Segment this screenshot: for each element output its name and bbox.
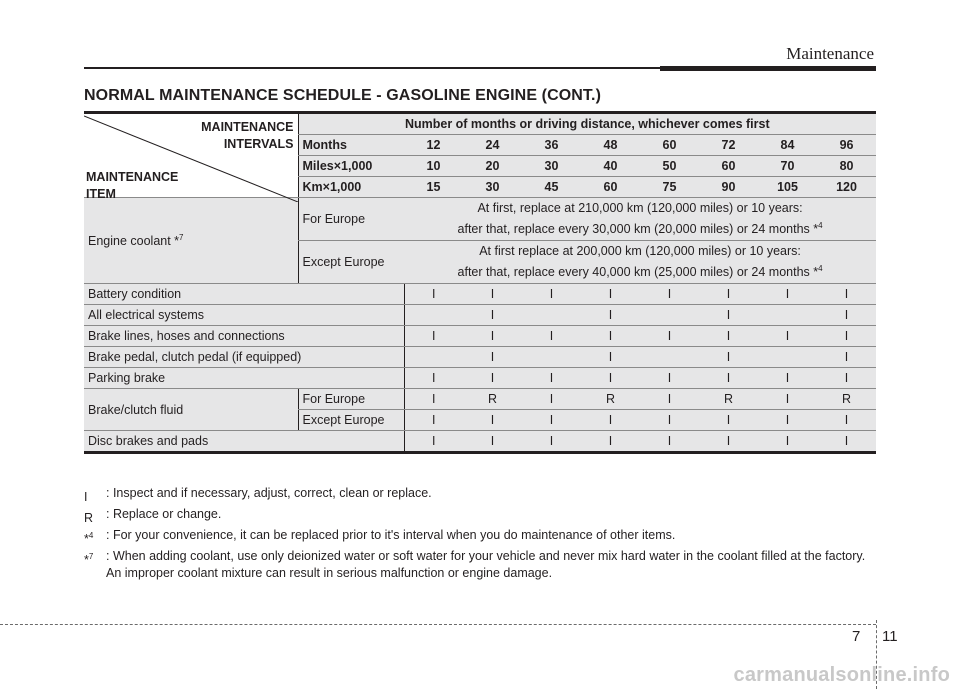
note-mark: R	[84, 511, 94, 526]
schedule-mark	[640, 347, 699, 368]
schedule-mark: I	[581, 284, 640, 305]
interval-value: 80	[817, 156, 876, 177]
schedule-mark: R	[817, 389, 876, 410]
footer-rule	[0, 624, 876, 625]
item-label: Brake/clutch fluid	[84, 389, 298, 431]
schedule-mark: I	[758, 284, 817, 305]
schedule-mark: I	[404, 284, 463, 305]
schedule-mark: I	[699, 305, 758, 326]
interval-value: 30	[463, 177, 522, 198]
header-bar	[660, 66, 876, 71]
watermark: carmanualsonline.info	[733, 664, 950, 686]
schedule-mark: I	[817, 368, 876, 389]
interval-value: 120	[817, 177, 876, 198]
note-text: : Replace or change.	[106, 507, 222, 521]
coolant-row-europe	[84, 198, 876, 241]
schedule-mark: I	[699, 410, 758, 431]
interval-value: 72	[699, 135, 758, 156]
note-footnote-7	[84, 548, 878, 582]
interval-value: 40	[581, 156, 640, 177]
interval-value: 24	[463, 135, 522, 156]
schedule-mark: I	[699, 431, 758, 453]
schedule-mark: I	[522, 410, 581, 431]
schedule-mark: I	[463, 347, 522, 368]
schedule-mark	[404, 305, 463, 326]
note-inspect	[84, 485, 878, 505]
schedule-mark: I	[404, 368, 463, 389]
item-label: Brake pedal, clutch pedal (if equipped)	[84, 347, 404, 368]
note-text: : Inspect and if necessary, adjust, correct, clean or replace.	[106, 486, 432, 500]
note-replace	[84, 506, 878, 526]
schedule-mark	[404, 347, 463, 368]
schedule-mark: I	[463, 410, 522, 431]
table-row	[84, 326, 876, 347]
interval-label: Miles×1,000	[298, 156, 404, 177]
schedule-mark	[522, 347, 581, 368]
maintenance-schedule-table	[84, 111, 876, 454]
interval-value: 60	[640, 135, 699, 156]
schedule-mark: I	[522, 431, 581, 453]
schedule-mark: I	[463, 368, 522, 389]
schedule-mark	[758, 347, 817, 368]
schedule-mark: I	[817, 326, 876, 347]
note-text: : For your convenience, it can be replaced prior to it's interval when you do maintenance of other items.	[106, 528, 676, 542]
interval-value: 30	[522, 156, 581, 177]
schedule-mark: I	[758, 368, 817, 389]
header-row	[84, 113, 876, 135]
schedule-mark: I	[699, 347, 758, 368]
interval-value: 84	[758, 135, 817, 156]
schedule-mark: I	[758, 431, 817, 453]
interval-value: 90	[699, 177, 758, 198]
interval-value: 45	[522, 177, 581, 198]
table-row	[84, 305, 876, 326]
interval-value: 105	[758, 177, 817, 198]
interval-value: 96	[817, 135, 876, 156]
schedule-mark: I	[758, 326, 817, 347]
schedule-mark: I	[404, 389, 463, 410]
interval-value: 70	[758, 156, 817, 177]
brake-fluid-region: Except Europe	[298, 410, 404, 431]
interval-value: 36	[522, 135, 581, 156]
schedule-mark: I	[581, 305, 640, 326]
interval-value: 15	[404, 177, 463, 198]
schedule-mark: I	[404, 410, 463, 431]
schedule-mark: I	[581, 326, 640, 347]
schedule-mark: I	[404, 431, 463, 453]
schedule-mark: I	[817, 431, 876, 453]
interval-value: 60	[699, 156, 758, 177]
interval-value: 48	[581, 135, 640, 156]
schedule-mark: I	[817, 347, 876, 368]
schedule-mark: I	[640, 410, 699, 431]
table-row	[84, 368, 876, 389]
schedule-mark	[640, 305, 699, 326]
note-footnote-4	[84, 527, 878, 547]
table-row	[84, 347, 876, 368]
schedule-mark: I	[640, 326, 699, 347]
item-label: Brake lines, hoses and connections	[84, 326, 404, 347]
coolant-label: Engine coolant *	[88, 234, 180, 249]
schedule-mark: I	[640, 284, 699, 305]
schedule-mark: I	[640, 389, 699, 410]
note-mark: *$^7$	[84, 552, 94, 568]
schedule-mark: I	[522, 326, 581, 347]
schedule-mark: I	[817, 410, 876, 431]
coolant-instruction: At first, replace at 210,000 km (120,000 miles) or 10 years: after that, replace every 30,000 km (20,000 miles) or 24 months *$^4$	[404, 198, 876, 241]
header-rule	[84, 67, 660, 69]
interval-value: 10	[404, 156, 463, 177]
schedule-mark: I	[522, 368, 581, 389]
schedule-mark: I	[640, 368, 699, 389]
interval-value: 20	[463, 156, 522, 177]
schedule-mark	[758, 305, 817, 326]
table-row	[84, 284, 876, 305]
item-label: Disc brakes and pads	[84, 431, 404, 453]
note-mark: I	[84, 490, 88, 505]
interval-value: 12	[404, 135, 463, 156]
coolant-item	[84, 198, 298, 284]
brake-fluid-row-europe	[84, 389, 876, 410]
schedule-mark: I	[699, 326, 758, 347]
legend-notes	[84, 485, 878, 586]
item-label: All electrical systems	[84, 305, 404, 326]
note-text: : When adding coolant, use only deionized water or soft water for your vehicle and never mix hard water in the coolant filled at the factory. An improper coolant mixture can result in serious malfunction or engine damage.	[106, 549, 866, 580]
coolant-label-footnote: 7	[179, 232, 184, 242]
schedule-mark: I	[581, 431, 640, 453]
schedule-mark: I	[581, 347, 640, 368]
coolant-region: Except Europe	[298, 241, 404, 284]
schedule-mark: I	[817, 305, 876, 326]
schedule-mark: I	[463, 284, 522, 305]
corner-intervals-label: MAINTENANCE INTERVALS	[201, 120, 294, 151]
schedule-mark: I	[758, 410, 817, 431]
chapter-number: 7	[852, 628, 861, 645]
header-caption: Number of months or driving distance, whichever comes first	[298, 113, 876, 135]
table-row	[84, 431, 876, 453]
coolant-instruction: At first replace at 200,000 km (120,000 miles) or 10 years: after that, replace every 40,000 km (25,000 miles) or 24 months *$^4$	[404, 241, 876, 284]
schedule-mark: I	[463, 305, 522, 326]
schedule-mark: I	[463, 431, 522, 453]
interval-value: 75	[640, 177, 699, 198]
schedule-mark: I	[758, 389, 817, 410]
schedule-mark	[522, 305, 581, 326]
page-number: 11	[882, 628, 898, 645]
schedule-mark: I	[522, 284, 581, 305]
item-label: Battery condition	[84, 284, 404, 305]
schedule-mark: I	[463, 326, 522, 347]
interval-label: Km×1,000	[298, 177, 404, 198]
schedule-mark: I	[699, 368, 758, 389]
schedule-mark: I	[404, 326, 463, 347]
interval-value: 50	[640, 156, 699, 177]
note-mark: *$^4$	[84, 531, 94, 547]
header-title: Maintenance	[786, 44, 874, 63]
schedule-mark: I	[581, 410, 640, 431]
schedule-mark: I	[581, 368, 640, 389]
item-label: Parking brake	[84, 368, 404, 389]
schedule-mark: I	[640, 431, 699, 453]
interval-label: Months	[298, 135, 404, 156]
schedule-mark: I	[699, 284, 758, 305]
schedule-mark: I	[817, 284, 876, 305]
corner-cell	[84, 113, 298, 201]
corner-item-label: MAINTENANCE ITEM	[86, 170, 179, 201]
schedule-mark: R	[463, 389, 522, 410]
schedule-mark: R	[581, 389, 640, 410]
section-title: NORMAL MAINTENANCE SCHEDULE - GASOLINE ENGINE (CONT.)	[84, 87, 602, 104]
schedule-mark: I	[522, 389, 581, 410]
brake-fluid-region: For Europe	[298, 389, 404, 410]
coolant-region: For Europe	[298, 198, 404, 241]
schedule-mark: R	[699, 389, 758, 410]
interval-value: 60	[581, 177, 640, 198]
